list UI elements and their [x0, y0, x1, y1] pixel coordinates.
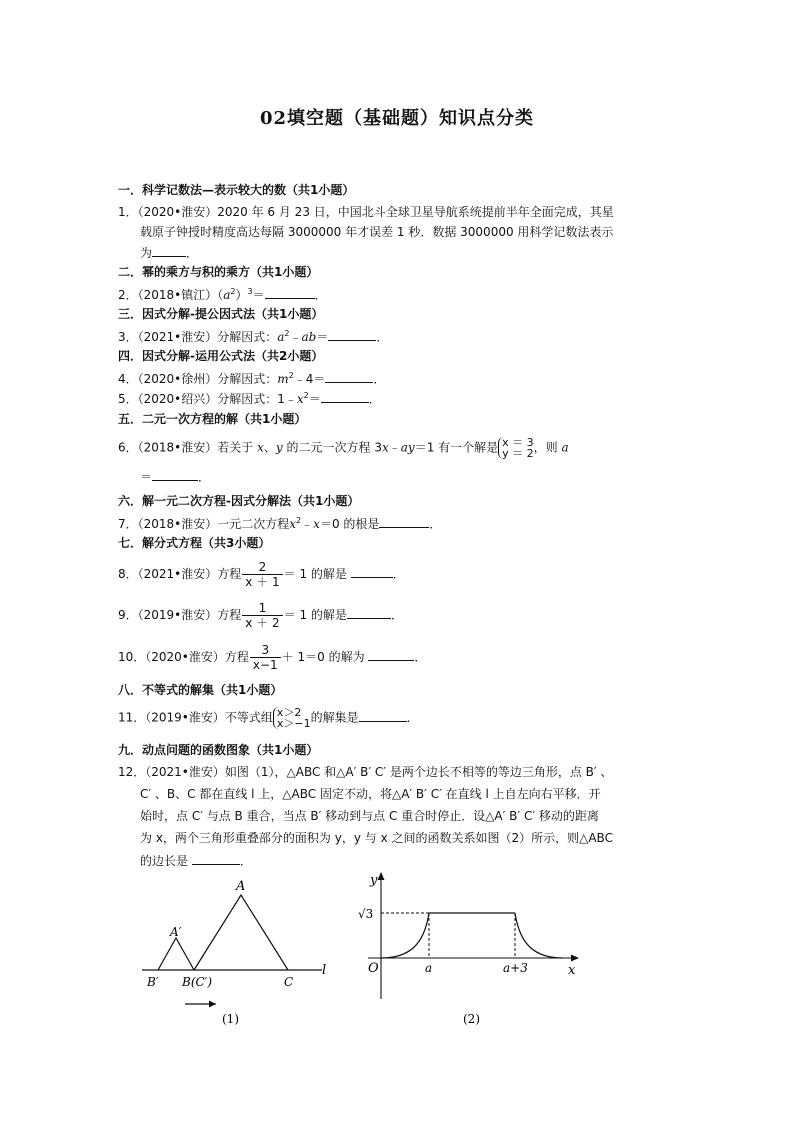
question-12-line-3: 始时，点 C′ 与点 B 重合，当点 B′ 移动到与点 C 重合时停止．设△A′ B′ C′ 移动的距离: [140, 809, 599, 823]
question-10: 10．（2020•淮安）方程 $\frac{3}{x-1}$ ＋ 1＝0 的解为 ．: [118, 643, 427, 672]
section-heading-6: 六．解一元二次方程-因式分解法（共1小题）: [118, 494, 360, 508]
question-12-line-5: 的边长是 ．: [140, 854, 252, 868]
section-heading-3: 三．因式分解-提公因式法（共1小题）: [118, 307, 324, 321]
answer-blank[interactable]: [379, 515, 429, 528]
answer-blank[interactable]: [265, 286, 315, 299]
answer-blank[interactable]: [368, 648, 414, 661]
answer-blank[interactable]: [347, 606, 391, 619]
section-heading-7: 七．解分式方程（共3小题）: [118, 536, 271, 550]
label-A-prime: A′: [170, 925, 182, 939]
question-3: 3．（2021•淮安）分解因式：$a^2﹣ab=$ ．: [118, 329, 389, 344]
large-triangle: [194, 895, 288, 970]
question-6-line-1: 6．（2018•淮安）若关于 x、y 的二元一次方程 3x﹣ay＝1 有一个解是 x ＝ 3 y ＝ 2 ，则 a: [118, 436, 569, 460]
x-axis-arrow: [571, 955, 579, 962]
section-heading-1: 一．科学记数法—表示较大的数（共1小题）: [118, 183, 355, 197]
answer-blank[interactable]: [328, 328, 376, 341]
question-2: 2．（2018•镇江）$(a^2)^3=$ ．: [118, 287, 327, 302]
arrow-head: [209, 1001, 216, 1008]
label-C: C: [284, 975, 294, 989]
figure-2-caption: (2): [463, 1012, 480, 1026]
question-9: 9．（2019•淮安）方程 $\frac{1}{x + 2}$ ＝ 1 的解是 ．: [118, 601, 403, 630]
question-8: 8．（2021•淮安）方程 $\frac{2}{x + 1}$ ＝ 1 的解是 ．: [118, 560, 405, 589]
question-12-line-1: 12．（2021•淮安）如图（1），△ABC 和△A′ B′ C′ 是两个边长不相等的等边三角形，点 B′ 、: [118, 765, 613, 779]
answer-blank[interactable]: [351, 565, 393, 578]
fraction: $\frac{1}{x + 2}$: [242, 601, 282, 630]
section-heading-5: 五．二元一次方程的解（共1小题）: [118, 412, 307, 426]
section-heading-8: 八．不等式的解集（共1小题）: [118, 683, 283, 697]
fraction: $\frac{2}{x + 1}$: [242, 560, 282, 589]
answer-blank[interactable]: [152, 244, 186, 257]
answer-blank[interactable]: [192, 852, 240, 865]
figure-1-caption: (1): [222, 1012, 239, 1026]
label-a-plus-3: a+3: [503, 961, 528, 975]
curve-falling: [515, 913, 563, 958]
section-heading-2: 二．幂的乘方与积的乘方（共1小题）: [118, 265, 319, 279]
question-5: 5．（2020•绍兴）分解因式：$1﹣x^2=$ ．: [118, 391, 381, 406]
page-title: 02填空题（基础题）知识点分类: [259, 108, 535, 129]
fraction: $\frac{3}{x-1}$: [250, 643, 281, 672]
question-1-line-3: 为 ．: [140, 246, 199, 260]
label-B-C-prime: B(C′): [182, 975, 213, 989]
section-heading-9: 九．动点问题的函数图象（共1小题）: [118, 743, 319, 757]
label-A: A: [236, 879, 246, 894]
label-x: x: [568, 963, 576, 978]
label-l: l: [322, 963, 327, 978]
answer-blank[interactable]: [359, 709, 407, 722]
section-heading-4: 四．因式分解-运用公式法（共2小题）: [118, 349, 324, 363]
question-1-line-1: 1．（2020•淮安）2020 年 6 月 23 日，中国北斗全球卫星导航系统提前半年全面完成，其星: [118, 205, 614, 219]
question-6-line-2: ＝ ．: [140, 470, 211, 484]
small-triangle: [158, 938, 194, 970]
question-1-line-2: 载原子钟授时精度高达每隔 3000000 年才误差 1 秒．数据 3000000 用科学记数法表示: [140, 225, 614, 239]
label-B-prime: B′: [147, 975, 159, 989]
equation-system: x ＝ 3 y ＝ 2: [498, 437, 534, 459]
question-12-line-2: C′ 、B、C 都在直线 l 上，△ABC 固定不动，将△A′ B′ C′ 在直线 l 上自左向右平移．开: [140, 787, 601, 801]
label-a: a: [425, 961, 433, 975]
question-7: 7．（2018•淮安）一元二次方程$x^2﹣x=0$ 的根是 ．: [118, 516, 442, 531]
answer-blank[interactable]: [325, 370, 373, 383]
label-sqrt3: √3: [358, 907, 374, 921]
curve-rising: [381, 913, 429, 958]
question-12-line-4: 为 x，两个三角形重叠部分的面积为 y，y 与 x 之间的函数关系如图（2）所示，则△ABC: [140, 831, 613, 845]
answer-blank[interactable]: [152, 468, 198, 481]
y-axis-arrow: [378, 872, 385, 880]
question-4: 4．（2020•徐州）分解因式：$m^2﹣4=$ ．: [118, 371, 386, 386]
answer-blank[interactable]: [321, 390, 369, 403]
question-11: 11．（2019•淮安）不等式组 x＞2 x＞−1 的解集是 ．: [118, 706, 419, 730]
figure-2-graph: [350, 866, 590, 1032]
label-y: y: [370, 873, 378, 888]
inequality-system: x＞2 x＞−1: [273, 707, 311, 729]
figure-1-triangles: [130, 872, 350, 1032]
label-O: O: [368, 961, 379, 976]
